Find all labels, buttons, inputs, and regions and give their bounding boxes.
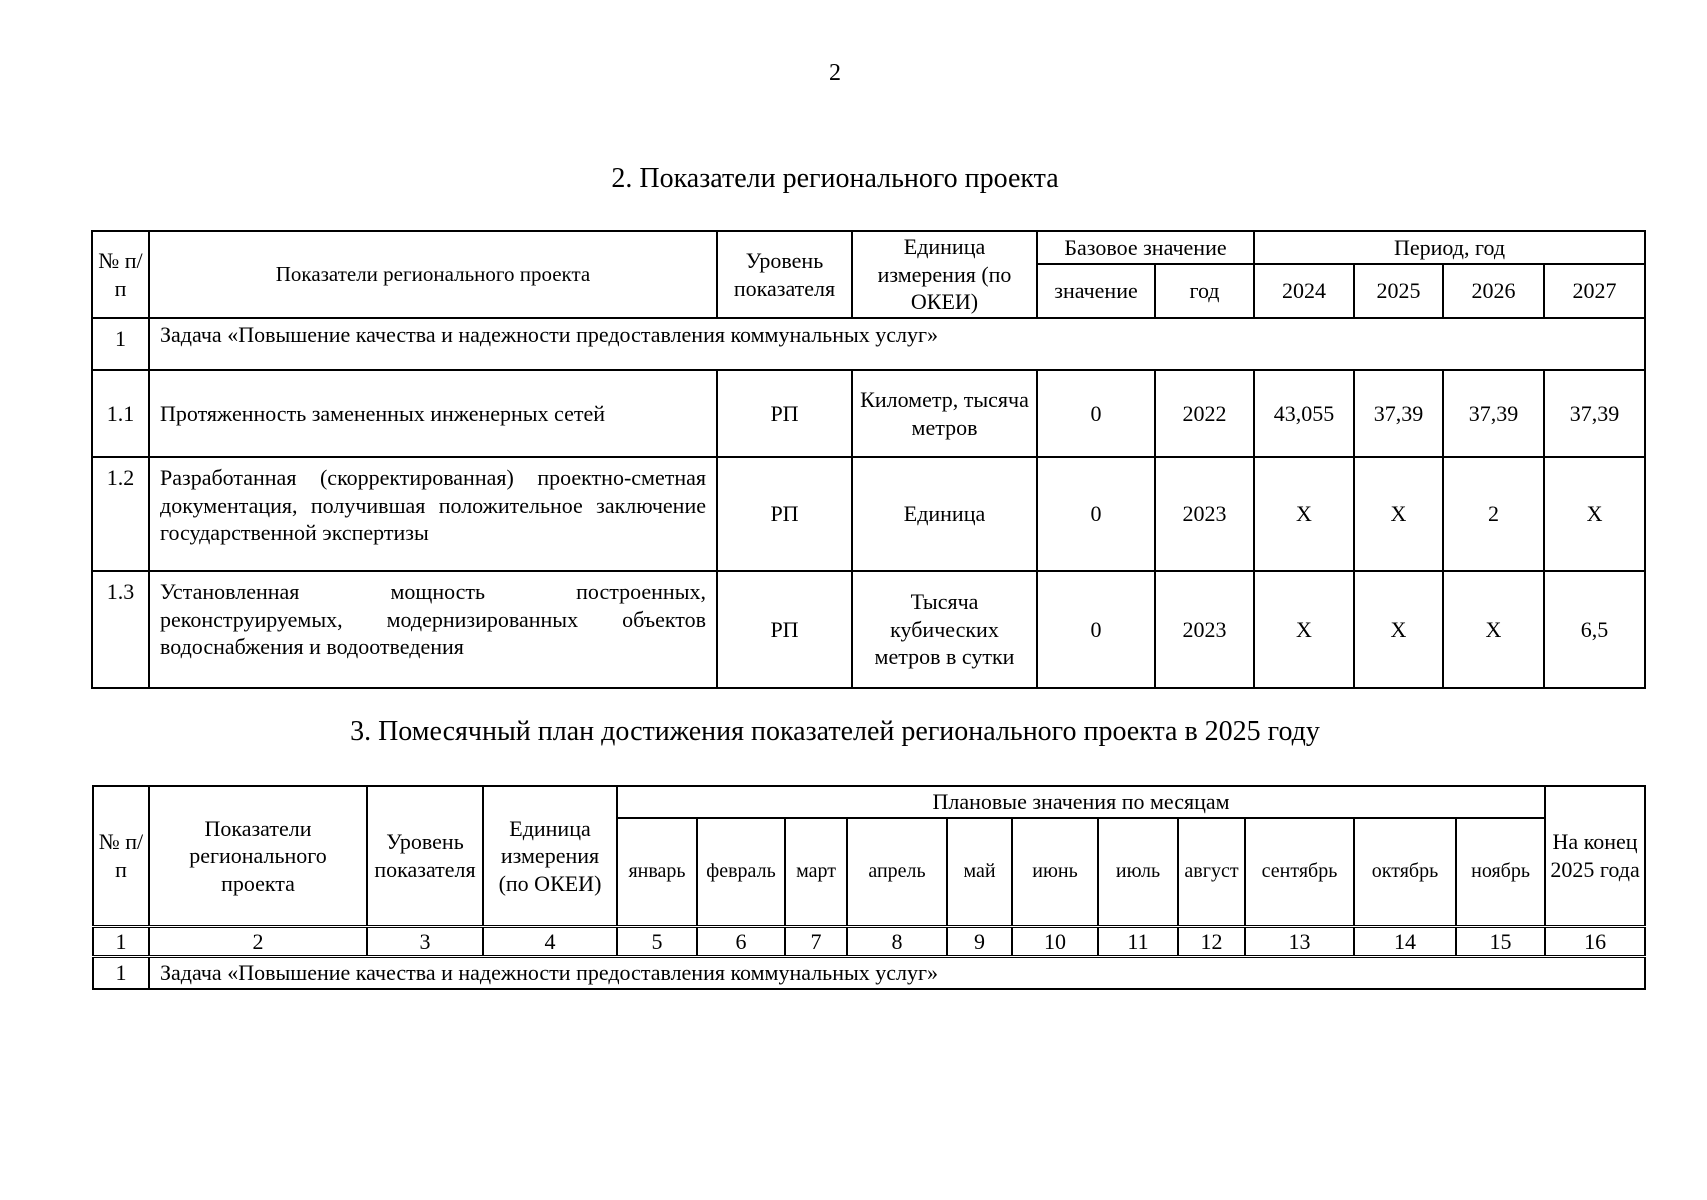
row-num: 1.3 (92, 571, 149, 688)
column-number-row (93, 926, 1645, 957)
task-num: 1 (93, 957, 149, 989)
header-base-value: значение (1037, 264, 1155, 318)
row-2026: 37,39 (1443, 370, 1544, 457)
row-indicator: Разработанная (скорректированная) проектно-сметная документация, получившая положительное заключение государственной экспертизы (149, 457, 717, 571)
header-level: Уровень показателя (717, 231, 852, 318)
header-month-jun: июнь (1012, 818, 1098, 926)
row-2026: Х (1443, 571, 1544, 688)
header-year-2025: 2025 (1354, 264, 1443, 318)
column-number: 14 (1354, 926, 1456, 957)
header-indicator: Показатели регионального проекта (149, 786, 367, 926)
header-num: № п/п (92, 231, 149, 318)
row-unit: Единица (852, 457, 1037, 571)
header-month-aug: август (1178, 818, 1245, 926)
row-2024: Х (1254, 571, 1354, 688)
task-num: 1 (92, 318, 149, 370)
regional-project-indicators-table (91, 230, 1646, 689)
row-level: РП (717, 370, 852, 457)
row-2024: 43,055 (1254, 370, 1354, 457)
task-row (92, 318, 1645, 370)
header-month-oct: октябрь (1354, 818, 1456, 926)
row-num: 1.2 (92, 457, 149, 571)
section-2-title: 2. Показатели регионального проекта (611, 163, 1059, 194)
column-number: 9 (947, 926, 1012, 957)
column-number: 1 (93, 926, 149, 957)
header-base-year: год (1155, 264, 1254, 318)
page-number: 2 (829, 60, 841, 86)
column-number: 11 (1098, 926, 1178, 957)
column-number: 4 (483, 926, 617, 957)
row-level: РП (717, 457, 852, 571)
task-row (93, 957, 1645, 989)
header-period: Период, год (1254, 231, 1645, 264)
row-2027: 6,5 (1544, 571, 1645, 688)
table-row (92, 571, 1645, 688)
header-num: № п/п (93, 786, 149, 926)
column-number: 5 (617, 926, 697, 957)
header-month-may: май (947, 818, 1012, 926)
header-unit: Единица измерения (по ОКЕИ) (483, 786, 617, 926)
row-num: 1.1 (92, 370, 149, 457)
row-base-value: 0 (1037, 571, 1155, 688)
task-text: Задача «Повышение качества и надежности предоставления коммунальных услуг» (149, 318, 1645, 370)
header-month-feb: февраль (697, 818, 785, 926)
row-indicator: Установленная мощность построенных, реконструируемых, модернизированных объектов водоснабжения и водоотведения (149, 571, 717, 688)
header-month-jan: январь (617, 818, 697, 926)
row-2027: Х (1544, 457, 1645, 571)
header-year-2024: 2024 (1254, 264, 1354, 318)
column-number: 8 (847, 926, 947, 957)
section-3-title: 3. Помесячный план достижения показателей регионального проекта в 2025 году (350, 716, 1320, 747)
row-2027: 37,39 (1544, 370, 1645, 457)
column-number: 13 (1245, 926, 1354, 957)
column-number: 6 (697, 926, 785, 957)
row-2025: 37,39 (1354, 370, 1443, 457)
header-year-2026: 2026 (1443, 264, 1544, 318)
header-month-jul: июль (1098, 818, 1178, 926)
row-indicator: Протяженность замененных инженерных сетей (149, 370, 717, 457)
header-planned-values: Плановые значения по месяцам (617, 786, 1545, 818)
row-base-value: 0 (1037, 457, 1155, 571)
row-2025: Х (1354, 571, 1443, 688)
row-unit: Тысяча кубических метров в сутки (852, 571, 1037, 688)
column-number: 15 (1456, 926, 1545, 957)
row-base-year: 2023 (1155, 571, 1254, 688)
monthly-plan-table (92, 785, 1646, 990)
column-number: 12 (1178, 926, 1245, 957)
row-base-value: 0 (1037, 370, 1155, 457)
header-base: Базовое значение (1037, 231, 1254, 264)
table-row (92, 370, 1645, 457)
column-number: 10 (1012, 926, 1098, 957)
header-unit: Единица измерения (по ОКЕИ) (852, 231, 1037, 318)
row-unit: Километр, тысяча метров (852, 370, 1037, 457)
task-text: Задача «Повышение качества и надежности предоставления коммунальных услуг» (149, 957, 1645, 989)
header-month-mar: март (785, 818, 847, 926)
table-row (92, 457, 1645, 571)
row-base-year: 2023 (1155, 457, 1254, 571)
column-number: 7 (785, 926, 847, 957)
row-level: РП (717, 571, 852, 688)
header-month-sep: сентябрь (1245, 818, 1354, 926)
header-level: Уровень показателя (367, 786, 483, 926)
row-2024: Х (1254, 457, 1354, 571)
row-2026: 2 (1443, 457, 1544, 571)
header-year-2027: 2027 (1544, 264, 1645, 318)
header-month-apr: апрель (847, 818, 947, 926)
column-number: 3 (367, 926, 483, 957)
column-number: 16 (1545, 926, 1645, 957)
header-year-end: На конец 2025 года (1545, 786, 1645, 926)
row-2025: Х (1354, 457, 1443, 571)
row-base-year: 2022 (1155, 370, 1254, 457)
column-number: 2 (149, 926, 367, 957)
header-indicator: Показатели регионального проекта (149, 231, 717, 318)
header-month-nov: ноябрь (1456, 818, 1545, 926)
